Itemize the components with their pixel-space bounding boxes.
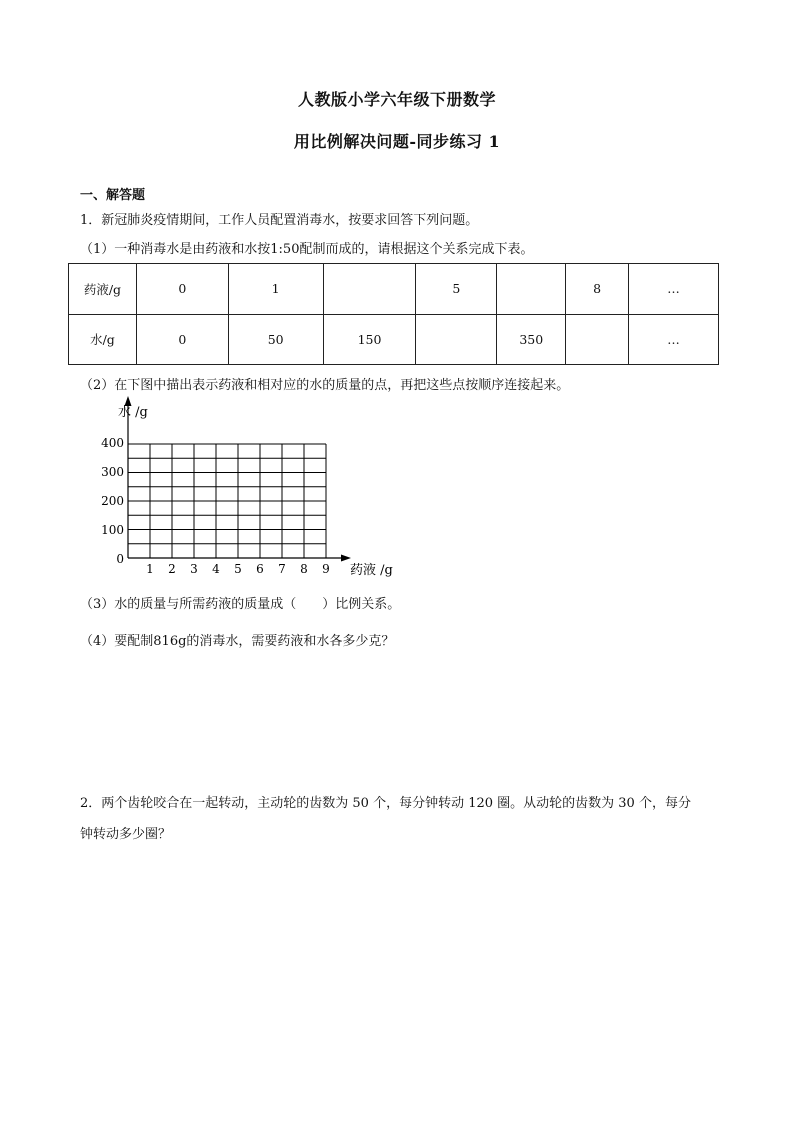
section-heading: 一、解答题 [80, 188, 146, 203]
table-cell: … [629, 314, 719, 365]
table-cell: … [629, 264, 719, 315]
table-cell: 50 [228, 314, 323, 365]
y-axis-label: 水 /g [118, 405, 148, 420]
x-tick-label: 9 [322, 562, 330, 576]
question-1-part-3: （3）水的质量与所需药液的质量成（ ）比例关系。 [80, 597, 401, 612]
table-cell: 350 [497, 314, 566, 365]
question-1-stem: 1．新冠肺炎疫情期间，工作人员配置消毒水，按要求回答下列问题。 [80, 213, 479, 228]
x-tick-label: 6 [256, 562, 264, 576]
x-axis-arrow-icon [341, 555, 351, 562]
y-tick-label: 300 [101, 465, 124, 479]
question-1-part-1: （1）一种消毒水是由药液和水按1:50配制而成的，请根据这个关系完成下表。 [80, 242, 534, 257]
table-cell: 5 [416, 264, 497, 315]
x-tick-label: 3 [190, 562, 198, 576]
row-header-water: 水/g [69, 314, 137, 365]
table-cell: 0 [136, 314, 228, 365]
grid-lines [128, 444, 326, 558]
x-tick-label: 7 [278, 562, 286, 576]
question-2-line-2: 钟转动多少圈？ [80, 827, 172, 842]
x-tick-label: 8 [300, 562, 308, 576]
table-cell: 8 [566, 264, 629, 315]
question-1-part-4: （4）要配制816g的消毒水，需要药液和水各多少克？ [80, 634, 395, 649]
page-subtitle: 用比例解决问题-同步练习 1 [293, 132, 501, 151]
x-tick-label: 4 [212, 562, 220, 576]
question-1-part-2: （2）在下图中描出表示药液和相对应的水的质量的点，再把这些点按顺序连接起来。 [80, 378, 570, 393]
x-tick-label: 1 [146, 562, 154, 576]
y-tick-label: 200 [101, 494, 124, 508]
table-cell: 150 [323, 314, 416, 365]
page-title: 人教版小学六年级下册数学 [297, 90, 496, 109]
table-cell: 0 [136, 264, 228, 315]
question-2-line-1: 2．两个齿轮咬合在一起转动，主动轮的齿数为 50 个，每分钟转动 120 圈。从动轮的齿数为 30 个，每分 [80, 796, 691, 811]
x-tick-label: 5 [234, 562, 242, 576]
y-tick-label: 100 [101, 523, 124, 537]
x-axis-label: 药液 /g [350, 563, 393, 578]
origin-label: 0 [116, 552, 124, 566]
table-cell: 1 [228, 264, 323, 315]
x-tick-label: 2 [168, 562, 176, 576]
row-header-medicine: 药液/g [69, 264, 137, 315]
y-tick-label: 400 [101, 436, 124, 450]
